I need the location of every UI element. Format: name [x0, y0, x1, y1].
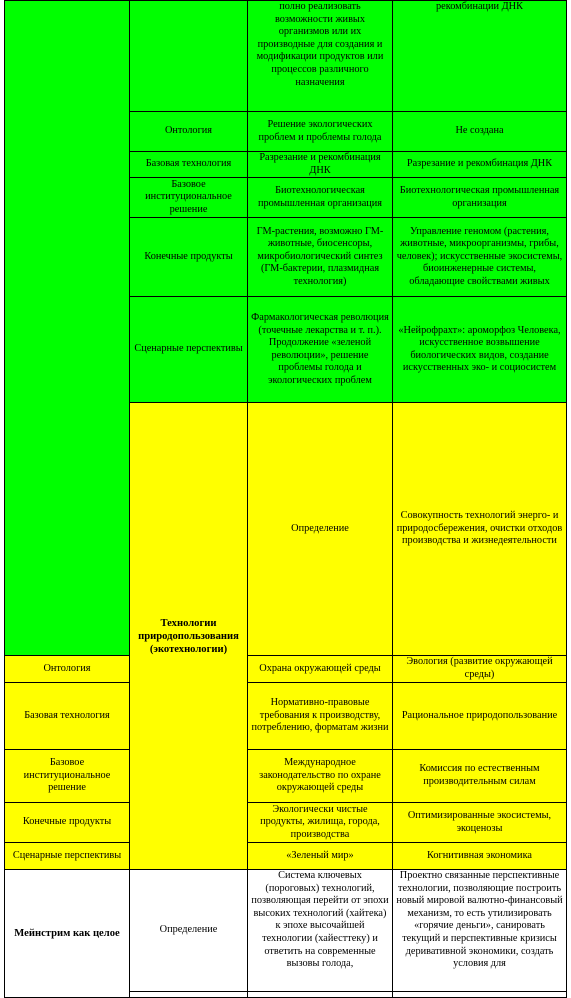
label-cell: Определение	[130, 870, 248, 992]
current-state-cell: Разрезание и рекомбинация ДНК	[248, 152, 393, 178]
current-state-cell: ГМ-растения, возможно ГМ-животные, биосенсоры, микробиологический синтез (ГМ-бактерии, плазмидная технология)	[248, 218, 393, 297]
prospective-state-cell: Оптимизированные экосистемы, экоценозы	[393, 803, 567, 843]
current-state-cell: Экологически чистые продукты, жилища, города, производства	[248, 803, 393, 843]
current-state-cell: Охрана окружающей среды	[248, 656, 393, 683]
prospective-state-cell: рекомбинации ДНК	[393, 1, 567, 112]
prospective-state-cell: Не создана	[393, 112, 567, 152]
label-cell: Сценарные перспективы	[5, 843, 130, 870]
current-state-cell: полно реализовать возможности живых организмов или их производные для создания и модификации продуктов или процессов различного назначения	[248, 1, 393, 112]
prospective-state-cell: Разрезание и рекомбинация ДНК	[393, 152, 567, 178]
prospective-state-cell: Рациональное природопользование	[393, 683, 567, 750]
label-cell: Базовое институциональное решение	[130, 178, 248, 218]
prospective-state-cell: Комиссия по естественным производительным силам	[393, 750, 567, 803]
table-row	[5, 750, 567, 803]
group-cell-mainstream: Мейнстрим как целое	[5, 870, 130, 998]
current-state-cell: Решение экологических проблем и проблемы голода	[248, 112, 393, 152]
current-state-cell: Совокупность технологий энерго- и природосбережения, очистки отходов производства и жизнедеятельности	[393, 403, 567, 656]
label-cell: Базовая технология	[130, 152, 248, 178]
current-state-cell: Биотехнологическая промышленная организация	[248, 178, 393, 218]
prospective-state-cell: Биотехнологическая промышленная организация	[393, 178, 567, 218]
table-row	[5, 843, 567, 870]
technology-comparison-table	[4, 0, 567, 998]
table-row	[5, 683, 567, 750]
comparison-table-page	[4, 0, 566, 998]
table-row	[5, 1, 567, 112]
prospective-state-cell: Эвология (развитие окружающей среды)	[393, 656, 567, 683]
label-cell: Сценарные перспективы	[130, 297, 248, 403]
current-state-cell: Нормативно-правовые требования к производству, потреблению, форматам жизни	[248, 683, 393, 750]
current-state-cell: Международное законодательство по охране окружающей среды	[248, 750, 393, 803]
prospective-state-cell: Управление геномом (растения, животные, микроорганизмы, грибы, человек); искусственные экосистемы, биоинженерные системы, обладающие свойствами живых	[393, 218, 567, 297]
prospective-state-cell: «Нейрофрахт»: ароморфоз Человека, искусственное возвышение биологических видов, создание искусственных эко- и социосистем	[393, 297, 567, 403]
label-cell	[130, 992, 248, 998]
table-row	[5, 656, 567, 683]
prospective-state-cell: Когнитивная экономика	[393, 843, 567, 870]
label-cell: Конечные продукты	[130, 218, 248, 297]
group-cell-ecotech: Технологии природопользования (экотехнологии)	[130, 403, 248, 870]
label-cell: Онтология	[5, 656, 130, 683]
label-cell: Базовая технология	[5, 683, 130, 750]
prospective-state-cell	[393, 992, 567, 998]
table-row	[5, 870, 567, 992]
label-cell: Базовое институциональное решение	[5, 750, 130, 803]
label-cell: Конечные продукты	[5, 803, 130, 843]
label-cell	[130, 1, 248, 112]
current-state-cell: Система ключевых (пороговых) технологий, позволяющая перейти от эпохи высоких технологий (хайтека) к эпохе высочайшей технологии (хайесттеку) и ответить на современные вызовы голода,	[248, 870, 393, 992]
table-row	[5, 803, 567, 843]
label-cell: Определение	[248, 403, 393, 656]
label-cell: Онтология	[130, 112, 248, 152]
current-state-cell: Фармакологическая революция (точечные лекарства и т. п.). Продолжение «зеленой революции», решение проблемы голода и экологических проблем	[248, 297, 393, 403]
current-state-cell	[248, 992, 393, 998]
prospective-state-cell: Проектно связанные перспективные технологии, позволяющие построить новый мировой валютно-финансовый механизм, то есть утилизировать «горячие деньги», санировать текущий и перспективные кризисы деривативной экономики, создать условия для	[393, 870, 567, 992]
current-state-cell: «Зеленый мир»	[248, 843, 393, 870]
group-cell-biotech	[5, 1, 130, 656]
